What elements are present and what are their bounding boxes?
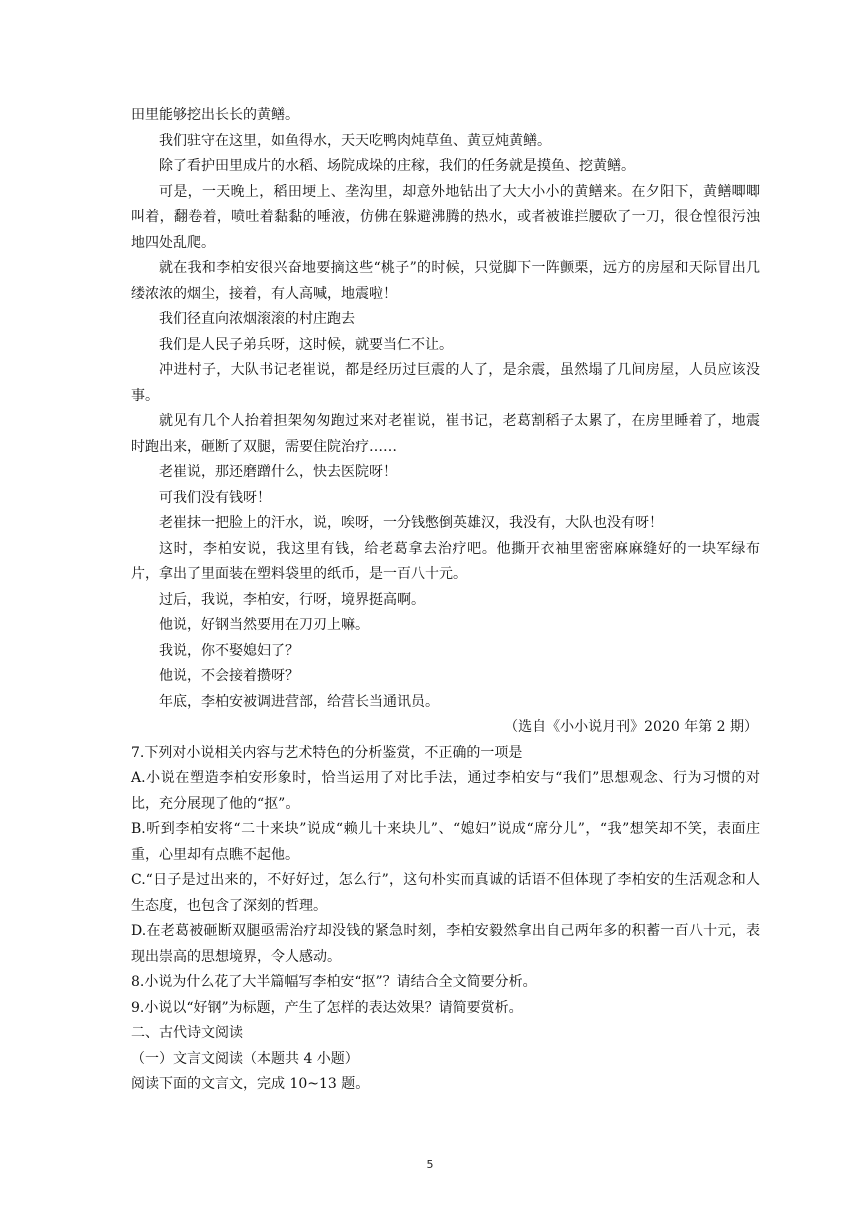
story-paragraph: 老崔抹一把脸上的汗水，说，唉呀，一分钱憋倒英雄汉，我没有，大队也没有呀！ — [159, 515, 663, 531]
story-paragraph: 就在我和李柏安很兴奋地要摘这些“桃子”的时候，只觉脚下一阵颤栗，远方的房屋和天际冒出几缕浓浓的烟尘，接着，有人高喊，地震啦！ — [131, 260, 760, 302]
question-8: 8.小说为什么花了大半篇幅写李柏安“抠”？请结合全文简要分析。 — [131, 974, 537, 990]
story-paragraph: 就见有几个人抬着担架匆匆跑过来对老崔说，崔书记，老葛割稻子太累了，在房里睡着了，地震时跑出来，砸断了双腿，需要住院治疗…… — [131, 413, 760, 455]
story-paragraph: 田里能够挖出长长的黄鳝。 — [131, 107, 299, 123]
page-number: 5 — [426, 1158, 434, 1171]
question-9: 9.小说以“好钢”为标题，产生了怎样的表达效果？请简要赏析。 — [131, 999, 523, 1016]
question-7-option-c: C.“日子是过出来的，不好好过，怎么行”，这句朴实而真诚的话语不但体现了李柏安的生活观念和人生态度，也包含了深刻的哲理。 — [131, 872, 760, 914]
subsection-heading: （一）文言文阅读（本题共 4 小题） — [131, 1050, 359, 1067]
page-content — [131, 103, 760, 1098]
story-paragraph: 我们是人民子弟兵呀，这时候，就要当仁不让。 — [159, 336, 453, 353]
reading-instruction: 阅读下面的文言文，完成 10~13 题。 — [131, 1076, 370, 1092]
story-paragraph: 年底，李柏安被调进营部，给营长当通讯员。 — [159, 693, 439, 710]
story-paragraph: 他说，不会接着攒呀？ — [159, 668, 299, 684]
question-7-option-a: A.小说在塑造李柏安形象时，恰当运用了对比手法，通过李柏安与“我们”思想观念、行为习惯的对比，充分展现了他的“抠”。 — [131, 770, 760, 812]
question-7-option-b: B.听到李柏安将“二十来块”说成“赖儿十来块儿”、“媳妇”说成“席分儿”，“我”想笑却不笑，表面庄重，心里却有点瞧不起他。 — [131, 821, 760, 863]
story-paragraph: 除了看护田里成片的水稻、场院成垛的庄稼，我们的任务就是摸鱼、挖黄鳝。 — [159, 158, 635, 174]
story-paragraph: 可我们没有钱呀！ — [159, 489, 271, 506]
story-paragraph: 他说，好钢当然要用在刀刃上嘛。 — [159, 617, 369, 633]
story-paragraph: 我说，你不娶媳妇了？ — [159, 642, 299, 659]
story-paragraph: 冲进村子，大队书记老崔说，都是经历过巨震的人了，是余震，虽然塌了几间房屋，人员应该没事。 — [131, 362, 760, 404]
question-7: 7.下列对小说相关内容与艺术特色的分析鉴赏，不正确的一项是 — [131, 744, 523, 761]
story-paragraph: 老崔说，那还磨蹭什么，快去医院呀！ — [159, 464, 397, 480]
source-citation: （选自《小小说月刊》2020 年第 2 期） — [504, 719, 758, 735]
question-7-option-d: D.在老葛被砸断双腿亟需治疗却没钱的紧急时刻，李柏安毅然拿出自己两年多的积蓄一百八十元，表现出崇高的思想境界，令人感动。 — [131, 923, 760, 965]
story-paragraph: 过后，我说，李柏安，行呀，境界挺高啊。 — [159, 591, 425, 608]
story-text — [131, 103, 760, 715]
story-paragraph: 我们径直向浓烟滚滚的村庄跑去 — [159, 311, 355, 327]
story-paragraph: 可是，一天晚上，稻田埂上、垄沟里，却意外地钻出了大大小小的黄鳝来。在夕阳下，黄鳝唧唧叫着，翻卷着，喷吐着黏黏的唾液，仿佛在躲避沸腾的热水，或者被谁拦腰砍了一刀，很仓惶很污浊地四处乱爬。 — [131, 183, 760, 251]
story-paragraph: 这时，李柏安说，我这里有钱，给老葛拿去治疗吧。他撕开衣袖里密密麻麻缝好的一块军绿布片，拿出了里面装在塑料袋里的纸币，是一百八十元。 — [131, 540, 760, 582]
section-heading: 二、古代诗文阅读 — [131, 1025, 243, 1041]
story-paragraph: 我们驻守在这里，如鱼得水，天天吃鸭肉炖草鱼、黄豆炖黄鳝。 — [159, 132, 551, 149]
